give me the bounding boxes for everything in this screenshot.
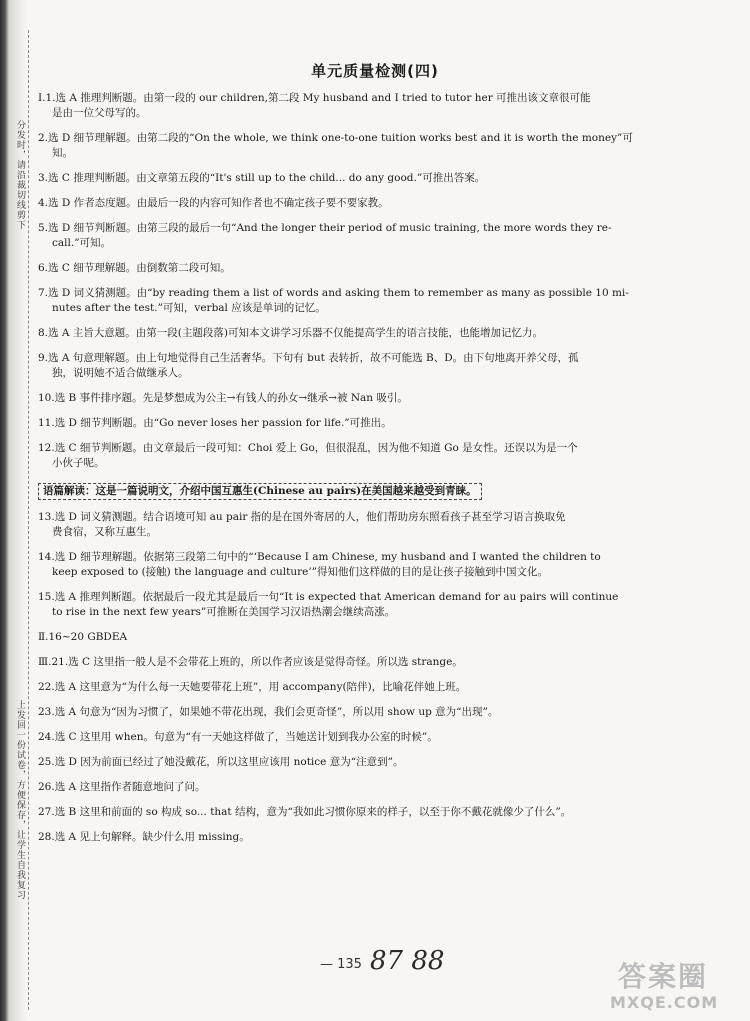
cut-line: [28, 30, 29, 1010]
watermark-text-bottom: MXQE.COM: [610, 993, 719, 1012]
answer-item: 8.选 A 主旨大意题。由第一段(主题段落)可知本文讲学习乐器不仅能提高学生的语言技能，也能增加记忆力。: [38, 327, 543, 339]
answer-item: 12.选 C 细节判断题。由文章最后一段可知：Choi 爱上 Go，但很混乱，因为他不知道 Go 是女性。还误以为是一个 小伙子呢。: [38, 442, 578, 469]
answer-item: 3.选 C 推理判断题。由文章第五段的“It's still up to the child... do any good.”可推出答案。: [38, 172, 486, 184]
answer-item: 7.选 D 词义猜测题。由“by reading them a list of words and asking them to remember as many as possible 10 mi- nutes after the test.”可知，verbal 应该是单词的记忆。: [38, 287, 629, 314]
page-title: 单元质量检测(四): [311, 62, 439, 80]
margin-note-bottom: 上发回一份试卷，方便保存，让学生自我复习: [15, 700, 25, 900]
answer-item: 10.选 B 事件排序题。先是梦想成为公主→有钱人的孙女→继承→被 Nan 吸引。: [38, 392, 408, 404]
answer-item: 25.选 D 因为前面已经过了她没戴花，所以这里应该用 notice 意为“注意到”。: [38, 756, 404, 768]
answer-item: 27.选 B 这里和前面的 so 构成 so... that 结构，意为“我如此习惯你原来的样子，以至于你不戴花就像少了什么”。: [38, 806, 572, 818]
answer-item: 13.选 D 词义猜测题。结合语境可知 au pair 指的是在国外寄居的人，他们帮助房东照看孩子甚至学习语言换取免 费食宿，又称互惠生。: [38, 511, 566, 538]
answer-item: 26.选 A 这里指作者随意地问了问。: [38, 781, 206, 793]
handwritten-note: 87 88: [370, 946, 445, 976]
answer-item: 11.选 D 细节判断题。由“Go never loses her passion for life.”可推出。: [38, 417, 392, 429]
margin-note-top: 分发时，请沿裁切线剪下: [15, 120, 25, 230]
answer-item: 14.选 D 细节理解题。依据第三段第二句中的“‘Because I am Chinese, my husband and I wanted the children to keep exposed to (接触) the language and culture’”得知他们这样做的目的是让孩子接触到中国文化。: [38, 551, 601, 578]
answer-item: 6.选 C 细节理解题。由倒数第二段可知。: [38, 262, 231, 274]
answer-item: 2.选 D 细节理解题。由第二段的“On the whole, we think one-to-one tuition works best and it is worth the money”可 知。: [38, 132, 633, 159]
answer-item: Ⅰ.1.选 A 推理判断题。由第一段的 our children,第二段 My husband and I tried to tutor her 可推出该文章很可能 是由一位父母写的。: [38, 92, 591, 119]
passage-summary-box: 语篇解读：这是一篇说明文，介绍中国互惠生(Chinese au pairs)在美国越来越受到青睐。: [38, 483, 482, 500]
answer-item: 5.选 D 细节判断题。由第三段的最后一句“And the longer their period of music training, the more words they re- call.”可知。: [38, 222, 612, 249]
answer-item: 24.选 C 这里用 when。句意为“有一天她这样做了，当她送计划到我办公室的时候”。: [38, 731, 438, 743]
answer-item: Ⅲ.21.选 C 这里指一般人是不会带花上班的，所以作者应该是觉得奇怪。所以选 strange。: [38, 656, 463, 668]
answer-item: 28.选 A 见上句解释。缺少什么用 missing。: [38, 831, 250, 843]
watermark-text-top: 答案圈: [618, 960, 709, 993]
watermark-logo: [600, 955, 748, 1017]
answer-list: [38, 91, 650, 855]
page-number: — 135: [320, 957, 362, 972]
answer-item: 22.选 A 这里意为“为什么每一天她要带花上班”，用 accompany(陪伴)，比喻花伴她上班。: [38, 681, 467, 693]
answer-item: 9.选 A 句意理解题。由上句地觉得自己生活奢华。下句有 but 表转折，故不可能选 B、D。由下句地离开养父母，孤 独，说明她不适合做继承人。: [38, 352, 579, 379]
answer-item: 4.选 D 作者态度题。由最后一段的内容可知作者也不确定孩子要不要家教。: [38, 197, 389, 209]
answer-item: 15.选 A 推理判断题。依据最后一段尤其是最后一句“It is expected that American demand for au pairs will continue to rise in the next few years”可推断在美国学习汉语热潮会继续高涨。: [38, 591, 619, 618]
answer-item: 23.选 A 句意为“因为习惯了，如果她不带花出现，我们会更奇怪”，所以用 show up 意为“出现”。: [38, 706, 499, 718]
answer-item: Ⅱ.16~20 GBDEA: [38, 631, 128, 643]
